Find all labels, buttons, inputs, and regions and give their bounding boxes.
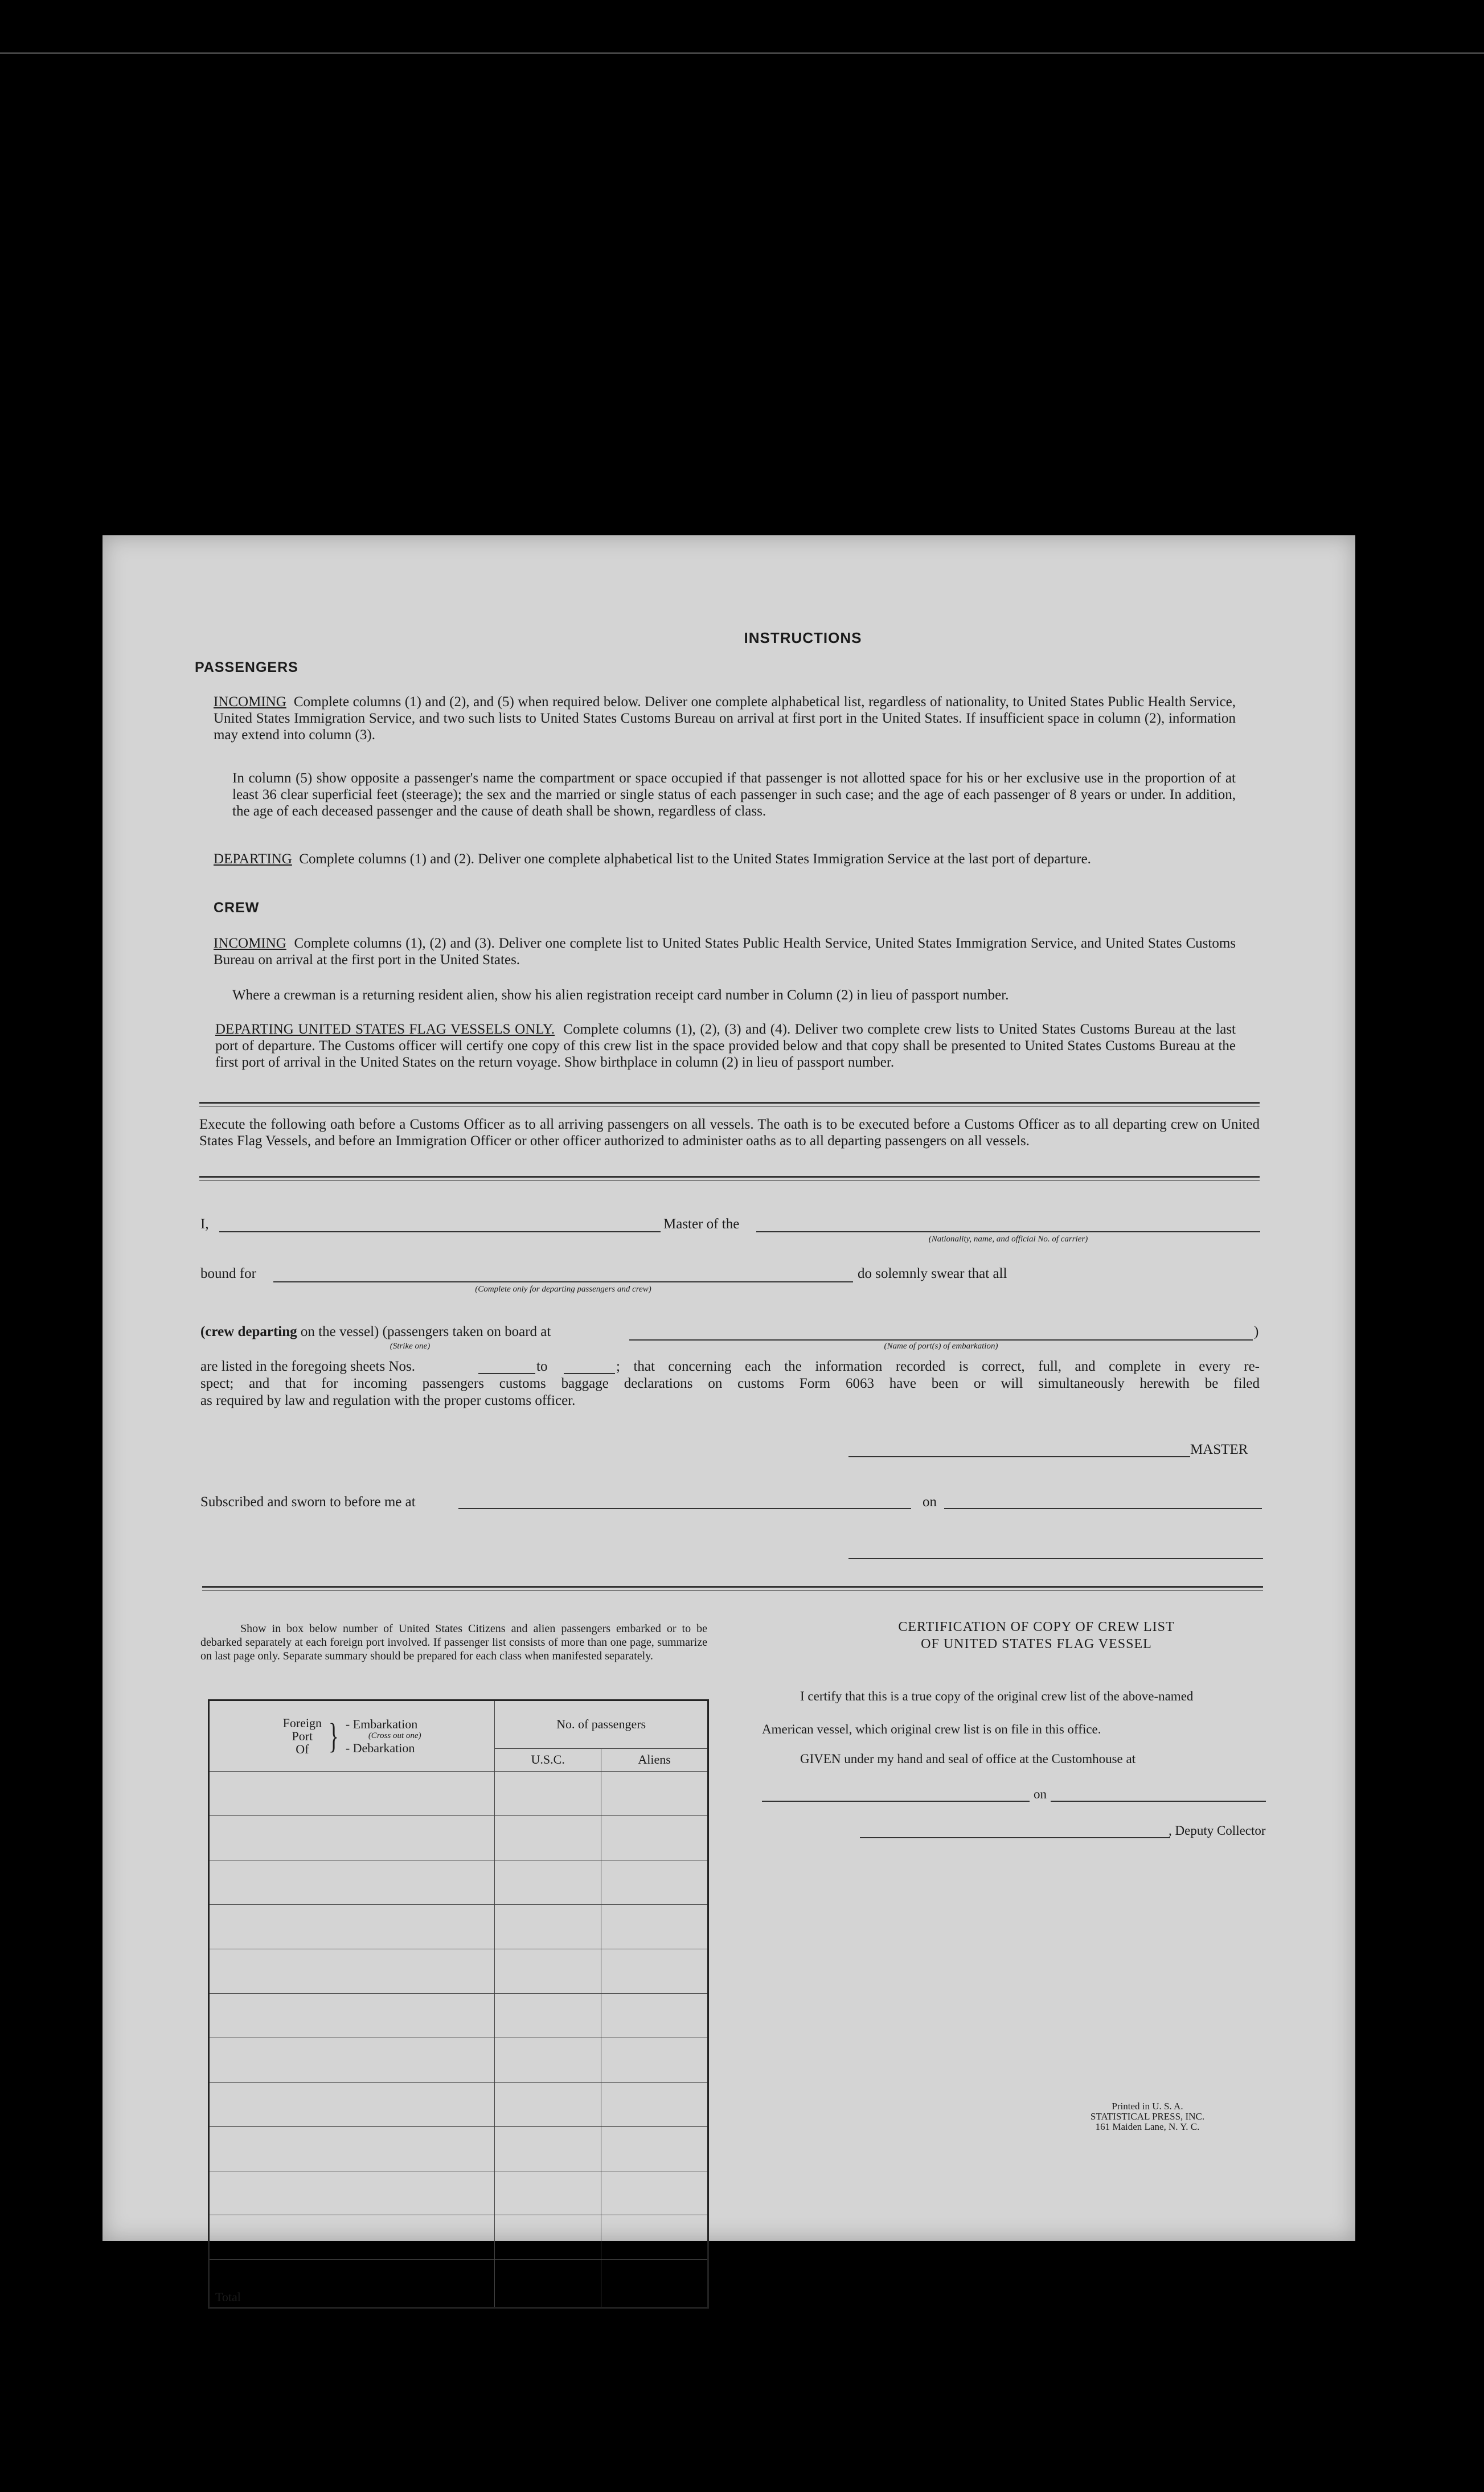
port-cell[interactable] bbox=[209, 2082, 495, 2126]
oath-instructions: Execute the following oath before a Customs Officer as to all arriving passengers on all vessels. The oath is to be executed before a Customs Officer as to all departing crew on United States Flag Vessels, and before an Immigration Officer or other officer authorized to administer oaths as to all departing passengers on all vessels. bbox=[199, 1117, 1260, 1149]
swear-label: do solemnly swear that all bbox=[858, 1266, 1007, 1281]
passengers-heading: PASSENGERS bbox=[195, 659, 298, 675]
passengers-incoming-paragraph bbox=[214, 694, 1236, 743]
no-passengers-header: No. of passengers bbox=[495, 1700, 708, 1749]
port-header-cell bbox=[209, 1700, 495, 1772]
certification-title-line2: OF UNITED STATES FLAG VESSEL bbox=[921, 1637, 1152, 1651]
usc-cell[interactable] bbox=[495, 1993, 601, 2038]
certify-line-a: I certify that this is a true copy of the original crew list of the above-named bbox=[800, 1689, 1194, 1703]
of-label: Of bbox=[296, 1742, 309, 1757]
passengers-incoming-label: INCOMING bbox=[214, 694, 286, 710]
table-row bbox=[209, 2171, 708, 2215]
port-cell[interactable] bbox=[209, 2038, 495, 2082]
close-paren: ) bbox=[1254, 1324, 1259, 1339]
table-row bbox=[209, 1905, 708, 1949]
bound-for-label: bound for bbox=[200, 1266, 256, 1281]
aliens-total-cell[interactable] bbox=[601, 2260, 708, 2308]
port-cell[interactable] bbox=[209, 1860, 495, 1905]
total-row bbox=[209, 2260, 708, 2308]
customhouse-field[interactable] bbox=[762, 1801, 1030, 1802]
subscribed-label: Subscribed and sworn to before me at bbox=[200, 1494, 416, 1510]
crew-departing-paragraph bbox=[215, 1021, 1236, 1071]
master-label: MASTER bbox=[1190, 1442, 1248, 1457]
table-row bbox=[209, 1993, 708, 2038]
port-cell[interactable] bbox=[209, 1949, 495, 1994]
aliens-cell[interactable] bbox=[601, 1816, 708, 1860]
port-cell[interactable] bbox=[209, 2215, 495, 2260]
table-row bbox=[209, 1772, 708, 1816]
summary-instructions: Show in box below number of United States Citizens and alien passengers embarked or to be debarked separately at each foreign port involved. If passenger list consists of more than one page, summarize on last page only. Separate summary should be prepared for each class when manifested separately. bbox=[200, 1622, 707, 1662]
aliens-cell[interactable] bbox=[601, 2215, 708, 2260]
master-name-field[interactable] bbox=[219, 1231, 661, 1232]
aliens-cell[interactable] bbox=[601, 2126, 708, 2171]
crew-departing-text: Complete columns (1), (2), (3) and (4). Deliver two complete crew lists to United States Customs Bureau at the last port of departure. The Customs officer will certify one copy of this crew list in the space provided below and that copy shall be presented to United States Customs Bureau at the first port of arrival in the United States on the return voyage. Show birthplace in column (2) in lieu of passport number. bbox=[215, 1022, 1236, 1070]
usc-cell[interactable] bbox=[495, 2171, 601, 2215]
table-row bbox=[209, 2038, 708, 2082]
port-cell[interactable] bbox=[209, 1816, 495, 1860]
page-title: INSTRUCTIONS bbox=[744, 629, 862, 646]
passengers-incoming-text: Complete columns (1) and (2), and (5) when required below. Deliver one complete alphabetical list, regardless of nationality, to United States Public Health Service, United States Immigration Service, and two such lists to United States Customs Bureau on arrival at first port in the United States. If insufficient space in column (2), information may extend into column (3). bbox=[214, 694, 1236, 743]
divider-rule bbox=[202, 1586, 1263, 1588]
crew-departing-label: DEPARTING UNITED STATES FLAG VESSELS ONLY. bbox=[215, 1022, 555, 1037]
listed-line-a bbox=[200, 1359, 415, 1375]
printer-line2: STATISTICAL PRESS, INC. bbox=[1090, 2111, 1205, 2122]
sworn-place-field[interactable] bbox=[458, 1508, 911, 1509]
master-of-the-label: Master of the bbox=[663, 1216, 740, 1232]
port-cell[interactable] bbox=[209, 1772, 495, 1816]
cert-date-field[interactable] bbox=[1051, 1801, 1266, 1802]
aliens-cell[interactable] bbox=[601, 1905, 708, 1949]
aliens-header: Aliens bbox=[601, 1748, 708, 1772]
usc-cell[interactable] bbox=[495, 2038, 601, 2082]
aliens-cell[interactable] bbox=[601, 2171, 708, 2215]
passenger-summary-table bbox=[208, 1699, 709, 2309]
cross-out-hint: (Cross out one) bbox=[368, 1731, 421, 1741]
usc-total-cell[interactable] bbox=[495, 2260, 601, 2308]
sworn-date-field[interactable] bbox=[944, 1508, 1262, 1509]
port-cell[interactable] bbox=[209, 1905, 495, 1949]
usc-cell[interactable] bbox=[495, 1905, 601, 1949]
deputy-collector-label: , Deputy Collector bbox=[1169, 1823, 1266, 1838]
port-cell[interactable] bbox=[209, 2171, 495, 2215]
crew-resident-alien-paragraph: Where a crewman is a returning resident alien, show his alien registration receipt card number in Column (2) in lieu of passport number. bbox=[232, 987, 1009, 1003]
debarkation-label[interactable]: - Debarkation bbox=[345, 1741, 415, 1756]
usc-cell[interactable] bbox=[495, 1816, 601, 1860]
passengers-departing-paragraph bbox=[214, 851, 1236, 867]
divider-rule-thin bbox=[202, 1590, 1263, 1591]
listed-d-text: as required by law and regulation with the proper customs officer. bbox=[200, 1393, 576, 1408]
passengers-departing-text: Complete columns (1) and (2). Deliver one complete alphabetical list to the United States Immigration Service at the last port of departure. bbox=[299, 851, 1091, 867]
carrier-hint: (Nationality, name, and official No. of carrier) bbox=[928, 1235, 1088, 1244]
certification-title bbox=[831, 1618, 1241, 1653]
table-row bbox=[209, 2082, 708, 2126]
scan-edge-line bbox=[0, 52, 1484, 54]
passengers-taken: (passengers taken on board at bbox=[382, 1324, 551, 1339]
aliens-cell[interactable] bbox=[601, 2082, 708, 2126]
listed-c-text: spect; and that for incoming passengers customs baggage declarations on customs Form 6063 have been or will simultaneously herewith be filed bbox=[200, 1376, 1260, 1391]
aliens-cell[interactable] bbox=[601, 1993, 708, 2038]
usc-cell[interactable] bbox=[495, 2215, 601, 2260]
crew-incoming-label: INCOMING bbox=[214, 936, 286, 951]
crew-incoming-paragraph bbox=[214, 935, 1236, 968]
carrier-field[interactable] bbox=[756, 1231, 1260, 1232]
on-the-vessel: on the vessel) bbox=[300, 1324, 379, 1339]
strike-one-hint: (Strike one) bbox=[390, 1342, 431, 1351]
divider-rule-thin bbox=[199, 1180, 1260, 1181]
destination-field[interactable] bbox=[273, 1281, 853, 1282]
crew-departing-bold: (crew departing bbox=[200, 1324, 297, 1339]
port-label: Port bbox=[292, 1729, 313, 1744]
master-signature-field[interactable] bbox=[848, 1456, 1190, 1457]
table-row bbox=[209, 1949, 708, 1994]
strike-one-line bbox=[200, 1324, 551, 1340]
table-row bbox=[209, 2126, 708, 2171]
usc-cell[interactable] bbox=[495, 1949, 601, 1994]
table-row bbox=[209, 1860, 708, 1905]
listed-b-text: ; that concerning each the information recorded is correct, full, and complete in every re- bbox=[616, 1359, 1260, 1374]
passengers-column5-paragraph: In column (5) show opposite a passenger's name the compartment or space occupied if that passenger is not allotted space for his or her exclusive use in the proportion of at least 36 clear superficial feet (steerage); the sex and the married or single status of each passenger in such case; and the age of each passenger of 8 years or under. In addition, the age of each deceased passenger and the cause of death shall be shown, regardless of class. bbox=[232, 770, 1236, 819]
officer-signature-field[interactable] bbox=[848, 1558, 1263, 1559]
port-cell[interactable] bbox=[209, 1993, 495, 2038]
crew-heading: CREW bbox=[214, 900, 260, 916]
usc-cell[interactable] bbox=[495, 2126, 601, 2171]
divider-rule bbox=[199, 1102, 1260, 1104]
oath-i-label: I, bbox=[200, 1216, 209, 1232]
divider-rule bbox=[199, 1176, 1260, 1178]
embarkation-port-field[interactable] bbox=[629, 1339, 1253, 1341]
embarkation-label[interactable]: - Embarkation bbox=[345, 1717, 418, 1732]
aliens-cell[interactable] bbox=[601, 1860, 708, 1905]
aliens-cell[interactable] bbox=[601, 1949, 708, 1994]
usc-cell[interactable] bbox=[495, 1860, 601, 1905]
certification-title-line1: CERTIFICATION OF COPY OF CREW LIST bbox=[898, 1620, 1175, 1634]
printer-line1: Printed in U. S. A. bbox=[1112, 2101, 1183, 2112]
usc-header: U.S.C. bbox=[495, 1748, 601, 1772]
to-label: to bbox=[536, 1359, 548, 1374]
embarkation-port-hint: (Name of port(s) of embarkation) bbox=[884, 1342, 998, 1351]
deputy-signature-field[interactable] bbox=[860, 1837, 1170, 1838]
aliens-cell[interactable] bbox=[601, 2038, 708, 2082]
listed-a-text: are listed in the foregoing sheets Nos. bbox=[200, 1359, 415, 1374]
given-line: GIVEN under my hand and seal of office at the Customhouse at bbox=[800, 1752, 1136, 1766]
sheet-to-field[interactable] bbox=[564, 1373, 615, 1374]
aliens-cell[interactable] bbox=[601, 1772, 708, 1816]
brace-icon: } bbox=[329, 1716, 339, 1756]
total-label: Total bbox=[209, 2260, 495, 2308]
usc-cell[interactable] bbox=[495, 1772, 601, 1816]
form-page bbox=[103, 535, 1355, 2304]
printer-imprint bbox=[1065, 2101, 1230, 2132]
crew-incoming-text: Complete columns (1), (2) and (3). Deliver one complete list to United States Public Health Service, United States Immigration Service, and United States Customs Bureau on arrival at the first port in the United States. bbox=[214, 936, 1236, 968]
table-row bbox=[209, 1816, 708, 1860]
destination-hint: (Complete only for departing passengers and crew) bbox=[475, 1285, 651, 1294]
usc-cell[interactable] bbox=[495, 2082, 601, 2126]
passengers-departing-label: DEPARTING bbox=[214, 851, 292, 867]
sheet-from-field[interactable] bbox=[478, 1373, 535, 1374]
certify-line-b: American vessel, which original crew list is on file in this office. bbox=[762, 1722, 1101, 1736]
printer-line3: 161 Maiden Lane, N. Y. C. bbox=[1095, 2121, 1200, 2132]
foreign-label: Foreign bbox=[282, 1716, 322, 1731]
sworn-on-label: on bbox=[923, 1494, 937, 1510]
cert-on-label: on bbox=[1034, 1787, 1047, 1801]
table-row bbox=[209, 2215, 708, 2260]
port-cell[interactable] bbox=[209, 2126, 495, 2171]
